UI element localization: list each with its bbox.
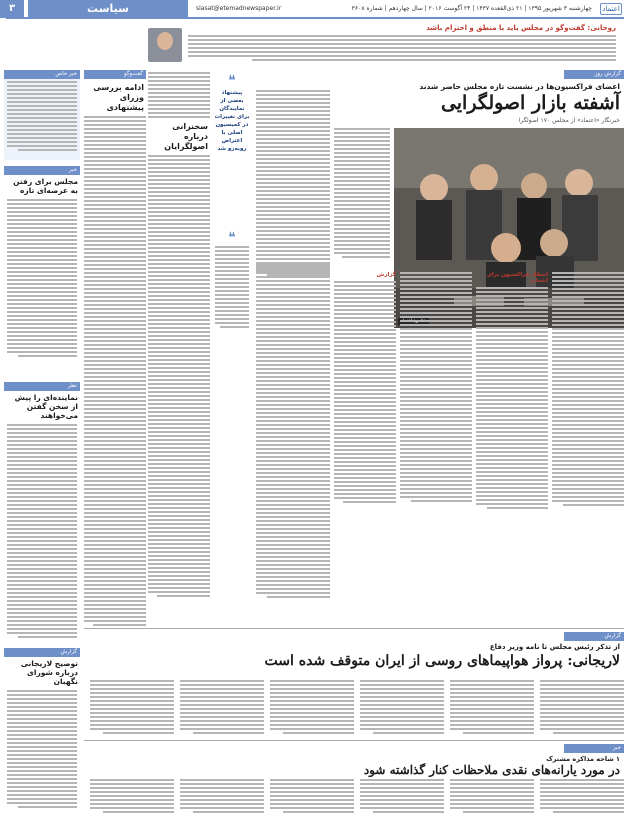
top-story-columns — [334, 264, 624, 624]
bottom-story — [84, 740, 624, 816]
lead-box — [148, 22, 624, 64]
page-number: ۳ — [0, 0, 24, 18]
sidebar-head-2: خبر — [4, 166, 80, 175]
top-story-kicker: اعضای فراکسیون‌ها در نشست تازه مجلس حاضر شدند — [419, 82, 620, 91]
sidebar-title-2: مجلس برای رفتن به عرصه‌ای تازه — [13, 177, 78, 195]
sidebar-box-1 — [4, 70, 80, 160]
top-story-side-body — [334, 128, 390, 260]
top-story-subtitle: خبرنگار «اعتماد» از مجلس ۱۷۰ اصولگرا — [518, 117, 620, 124]
bottom-col-4 — [270, 779, 354, 815]
sidebar-title-3: نماینده‌ای را پیش از سخن گفتن می‌خواهند — [14, 393, 78, 420]
bottom-story-title: در مورد یارانه‌های نقدی ملاحظات کنار گذاشته شود — [363, 763, 620, 777]
interview2-title: سخنرانی درباره اصولگرایان — [164, 122, 208, 151]
sidebar-head-1: خبر خاص — [4, 70, 80, 79]
story-col-2-body — [476, 287, 548, 509]
quote-body — [212, 246, 252, 328]
sidebar-box-2 — [4, 166, 80, 376]
lower-col-1 — [540, 680, 624, 736]
story-col-2-label: انتظار فراکسیون برای انتخاب — [486, 272, 548, 284]
sidebar-title-4: توضیح لاریجانی درباره شورای نگهبان — [20, 659, 78, 686]
quote-mark-icon: ❝ — [228, 73, 236, 89]
middle-column — [256, 264, 330, 600]
bottom-col-2 — [450, 779, 534, 815]
story-col-4 — [334, 272, 396, 505]
sidebar-body-1 — [4, 79, 80, 155]
story-col-4-body — [334, 281, 396, 503]
sidebar-box-3 — [4, 382, 80, 642]
sidebar-head-3: نظر — [4, 382, 80, 391]
sidebar-body-2 — [4, 197, 80, 361]
interview-body — [84, 116, 146, 626]
lower-story-kicker: از تذکر رئیس مجلس تا نامه وزیر دفاع — [489, 643, 620, 651]
interview-head: گفت‌وگو — [84, 70, 146, 79]
story-col-2 — [476, 272, 548, 511]
lower-col-4 — [270, 680, 354, 736]
story-col-1-body — [552, 272, 624, 506]
lead-photo — [148, 28, 182, 62]
section-title: سیاست — [28, 0, 188, 18]
story-col-3-body — [400, 272, 472, 502]
bottom-col-1 — [540, 779, 624, 815]
middle-column-body — [256, 264, 330, 598]
story-col-1 — [552, 272, 624, 508]
lower-col-3 — [360, 680, 444, 736]
bottom-col-3 — [360, 779, 444, 815]
interview-column-2 — [148, 70, 210, 615]
interview-title: ادامه بررسی وزرای پیشنهادی — [93, 83, 144, 112]
top-story — [334, 70, 624, 266]
sidebar-body-3 — [4, 422, 80, 642]
bottom-col-6 — [90, 779, 174, 815]
issue-date-line: چهارشنبه ۳ شهریور ۱۳۹۵ | ۲۱ ذی‌القعده ۱۴۳۷ | ۲۴ آگوست ۲۰۱۶ | سال چهاردهم | شماره ۳۶۰۸ — [351, 5, 592, 12]
sidebar-head-4: گزارش — [4, 648, 80, 657]
top-story-title: آشفته بازار اصولگرایی — [440, 92, 620, 114]
bottom-col-5 — [180, 779, 264, 815]
newspaper-logo: اعتماد — [600, 3, 622, 15]
bottom-story-columns — [84, 779, 624, 817]
story-col-3 — [400, 272, 472, 504]
quote-mark-icon-2: ❝ — [228, 230, 236, 246]
bottom-story-kicker: ۱ شاخه مذاکره مشترک — [546, 755, 620, 763]
lower-story-section: گزارش — [564, 632, 624, 641]
section-email: siasat@etemadnewspaper.ir — [196, 5, 282, 12]
bottom-story-section: خبر — [564, 744, 624, 753]
lower-story-columns — [84, 680, 624, 736]
lead-body — [188, 35, 616, 63]
sidebar-box-4 — [4, 648, 80, 815]
pull-quote: پیشنهاد بعضی از نمایندگان برای تغییرات در کمیسیون اصلی با اعتراض روبه‌رو شد — [214, 90, 250, 152]
quote-column — [212, 70, 252, 615]
lower-story-title: لاریجانی: پرواز هواپیماهای روسی از ایران متوقف شده است — [264, 653, 620, 669]
column-b-body — [256, 90, 330, 276]
lower-col-6 — [90, 680, 174, 736]
sidebar-body-4 — [4, 688, 80, 812]
sidebar — [4, 70, 80, 815]
lower-col-5 — [180, 680, 264, 736]
interview-column — [84, 70, 146, 615]
interview2-body — [148, 155, 210, 597]
lead-title: روحانی: گفت‌وگو در مجلس باید با منطق و احترام باشد — [426, 24, 616, 32]
header-rule — [6, 17, 624, 19]
lower-story — [84, 628, 624, 678]
story-col-4-label: گزارش — [376, 272, 396, 278]
lower-col-2 — [450, 680, 534, 736]
top-story-section: گزارش روز — [564, 70, 624, 79]
interview2-body-top — [148, 72, 210, 118]
page-header — [0, 0, 630, 18]
